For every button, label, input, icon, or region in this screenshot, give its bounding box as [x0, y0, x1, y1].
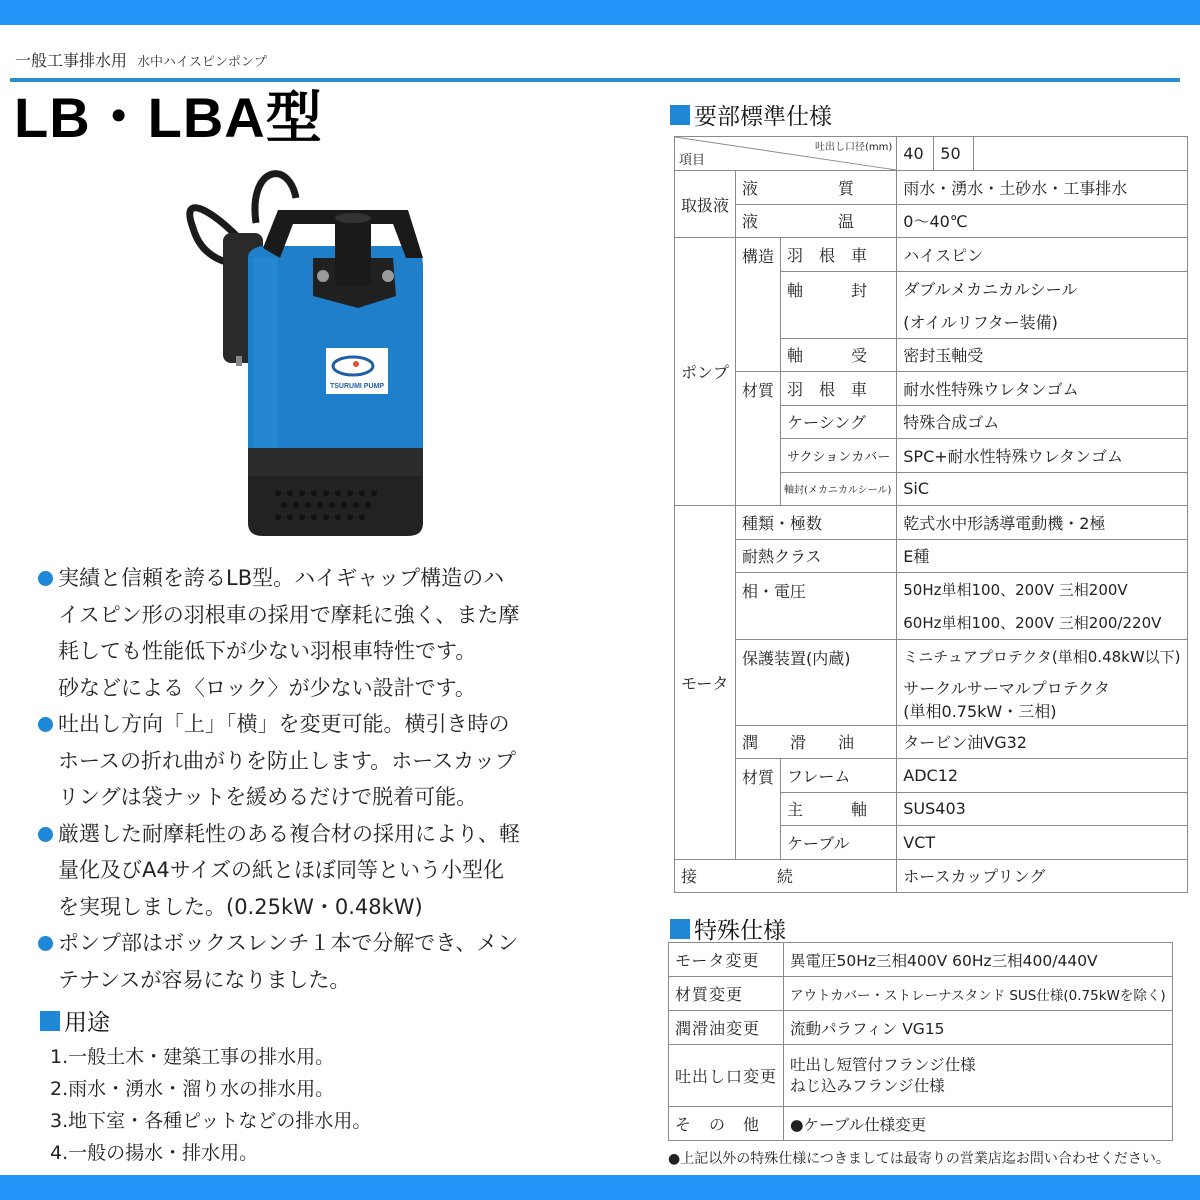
row-label: 潤 滑 油	[736, 725, 897, 759]
bore-40: 40	[897, 137, 934, 171]
row-label: 材質変更	[669, 977, 784, 1011]
usage-item: 4.一般の揚水・排水用。	[50, 1142, 259, 1164]
row-value: ハイスピン	[897, 238, 1187, 272]
table-row	[669, 1107, 1173, 1141]
bore-label: 吐出し口径(mm)	[814, 142, 893, 153]
spec-heading	[670, 98, 832, 131]
row-value: 雨水・湧水・土砂水・工事排水	[897, 171, 1187, 205]
row-value: SiC	[897, 472, 1187, 506]
category-label: 一般工事排水用	[15, 51, 128, 70]
feature-text: イスピン形の羽根車の採用で摩耗に強く、また摩	[58, 602, 520, 627]
row-value: 特殊合成ゴム	[897, 405, 1187, 439]
row-value: ●ケーブル仕様変更	[784, 1107, 1173, 1141]
feature-text: 量化及びA4サイズの紙とほぼ同等という小型化	[58, 858, 505, 882]
feature-text: 吐出し方向「上」「横」を変更可能。横引き時の	[58, 712, 510, 736]
row-label: 保護装置(内蔵)	[736, 640, 897, 726]
row-value-line: ねじ込みフランジ仕様	[790, 1076, 945, 1095]
bullet-icon	[38, 571, 53, 586]
row-value: 50Hz単相100、200V 三相200V	[897, 573, 1187, 607]
subgroup-motor-material: 材質	[736, 759, 781, 860]
row-label: 主 軸	[781, 792, 897, 826]
group-motor: モータ	[675, 506, 736, 860]
row-value: 密封玉軸受	[897, 338, 1187, 372]
table-row	[675, 573, 1188, 607]
group-pump: ポンプ	[675, 238, 736, 506]
row-value-cont: 60Hz単相100、200V 三相200/220V	[897, 606, 1187, 640]
feature-text: ホースの折れ曲がりを防止します。ホースカップ	[58, 748, 517, 773]
table-row	[675, 171, 1188, 205]
usage-heading	[40, 1004, 371, 1037]
bullet-icon	[38, 936, 53, 951]
feature-text: を実現しました。(0.25kW・0.48kW)	[58, 894, 423, 919]
spec-heading-text: 要部標準仕様	[694, 104, 832, 130]
pump-product-image	[178, 158, 443, 543]
row-value: ミニチュアプロテクタ(単相0.48kW以下)	[897, 640, 1187, 674]
row-value: VCT	[897, 826, 1187, 860]
subgroup-material: 材質	[736, 372, 781, 506]
row-value: SUS403	[897, 792, 1187, 826]
usage-list	[40, 1041, 371, 1169]
feature-text: 実績と信頼を誇るLB型。ハイギャップ構造のハ	[58, 566, 505, 590]
row-value: ダブルメカニカルシール	[897, 271, 1187, 305]
top-banner-bar	[0, 0, 1200, 25]
row-label: サクションカバー	[781, 439, 897, 473]
row-label: 耐熱クラス	[736, 539, 897, 573]
feature-item	[36, 816, 596, 926]
row-label: フレーム	[781, 759, 897, 793]
row-label: 液 温	[736, 204, 897, 238]
group-liquid: 取扱液	[675, 171, 736, 238]
row-value: 耐水性特殊ウレタンゴム	[897, 372, 1187, 406]
row-value: ADC12	[897, 759, 1187, 793]
footnote: ●上記以外の特殊仕様につきましては最寄りの営業店迄お問い合わせください。	[668, 1151, 1170, 1167]
feature-text: リングは袋ナットを緩めるだけで脱着可能。	[58, 785, 478, 809]
row-label: 軸封(メカニカルシール)	[781, 472, 897, 506]
category-header	[15, 48, 267, 71]
row-label: そ の 他	[669, 1107, 784, 1141]
row-value: 異電圧50Hz三相400V 60Hz三相400/440V	[784, 943, 1173, 977]
feature-item	[36, 706, 596, 816]
row-label: 軸 受	[781, 338, 897, 372]
feature-list	[36, 560, 596, 998]
row-value: 0〜40℃	[897, 204, 1187, 238]
row-value: 乾式水中形誘導電動機・2極	[897, 506, 1187, 540]
feature-item	[36, 925, 596, 998]
usage-item: 1.一般土木・建築工事の排水用。	[50, 1046, 335, 1068]
row-label: 羽 根 車	[781, 372, 897, 406]
row-value: ホースカップリング	[897, 859, 1187, 893]
table-row	[675, 506, 1188, 540]
table-row	[669, 943, 1173, 977]
row-label: 相・電圧	[736, 573, 897, 640]
table-row	[675, 759, 1188, 793]
square-marker-icon	[670, 105, 690, 125]
row-label: 液 質	[736, 171, 897, 205]
feature-item	[36, 560, 596, 706]
brand-label: TSURUMI PUMP	[329, 383, 385, 390]
special-spec-table	[668, 942, 1173, 1141]
bottom-banner-bar	[0, 1175, 1200, 1200]
row-label: ケーシング	[781, 405, 897, 439]
usage-item: 2.雨水・湧水・溜り水の排水用。	[50, 1078, 335, 1100]
square-marker-icon	[670, 919, 690, 939]
row-label: 軸 封	[781, 271, 897, 338]
row-value-cont: (オイルリフター装備)	[897, 305, 1187, 339]
feature-text: 砂などによる〈ロック〉が少ない設計です。	[58, 675, 476, 700]
feature-text: 耗しても性能低下が少ない羽根車特性です。	[58, 639, 477, 663]
row-value-line: 吐出し短管付フランジ仕様	[790, 1055, 976, 1074]
table-header-row	[675, 137, 1188, 171]
row-value: タービン油VG32	[897, 725, 1187, 759]
feature-text: 厳選した耐摩耗性のある複合材の採用により、軽	[58, 821, 520, 846]
spec-table	[674, 136, 1188, 893]
bore-50: 50	[934, 137, 974, 171]
feature-text: テナンスが容易になりました。	[58, 967, 351, 992]
header-diagonal-cell	[675, 137, 897, 171]
special-heading-text: 特殊仕様	[694, 918, 786, 944]
row-label: ケーブル	[781, 826, 897, 860]
row-value-cont: (単相0.75kW・三相)	[897, 699, 1187, 725]
model-title: LB・LBA型	[14, 86, 323, 149]
header-divider	[10, 78, 1180, 82]
row-value-cont: サークルサーマルプロテクタ	[897, 673, 1187, 699]
row-value: SPC+耐水性特殊ウレタンゴム	[897, 439, 1187, 473]
row-value: 流動パラフィン VG15	[784, 1011, 1173, 1045]
subcategory-label: 水中ハイスピンポンプ	[137, 55, 267, 70]
table-row	[669, 977, 1173, 1011]
row-label: モータ変更	[669, 943, 784, 977]
bullet-icon	[38, 717, 53, 732]
table-row	[669, 1045, 1173, 1107]
table-row	[675, 725, 1188, 759]
special-heading	[670, 912, 786, 945]
usage-heading-text: 用途	[64, 1010, 110, 1036]
feature-text: ポンプ部はボックスレンチ１本で分解でき、メン	[58, 931, 519, 955]
item-label: 項目	[679, 153, 706, 168]
table-row	[669, 1011, 1173, 1045]
row-label: 種類・極数	[736, 506, 897, 540]
row-label: 接 続	[675, 859, 897, 893]
table-row	[675, 539, 1188, 573]
table-row	[675, 859, 1188, 893]
row-label: 潤滑油変更	[669, 1011, 784, 1045]
bullet-icon	[38, 827, 53, 842]
row-label: 吐出し口変更	[669, 1045, 784, 1107]
usage-section	[40, 1004, 371, 1169]
row-value: アウトカバー・ストレーナスタンド SUS仕様(0.75kWを除く)	[784, 977, 1173, 1011]
square-marker-icon	[40, 1011, 60, 1031]
table-row	[675, 372, 1188, 406]
row-value: E種	[897, 539, 1187, 573]
subgroup-structure: 構造	[736, 238, 781, 372]
table-row	[675, 204, 1188, 238]
table-row	[675, 640, 1188, 674]
header-empty	[974, 137, 1187, 171]
row-label: 羽 根 車	[781, 238, 897, 272]
table-row	[675, 238, 1188, 272]
row-value	[784, 1045, 1173, 1107]
usage-item: 3.地下室・各種ピットなどの排水用。	[50, 1110, 372, 1132]
